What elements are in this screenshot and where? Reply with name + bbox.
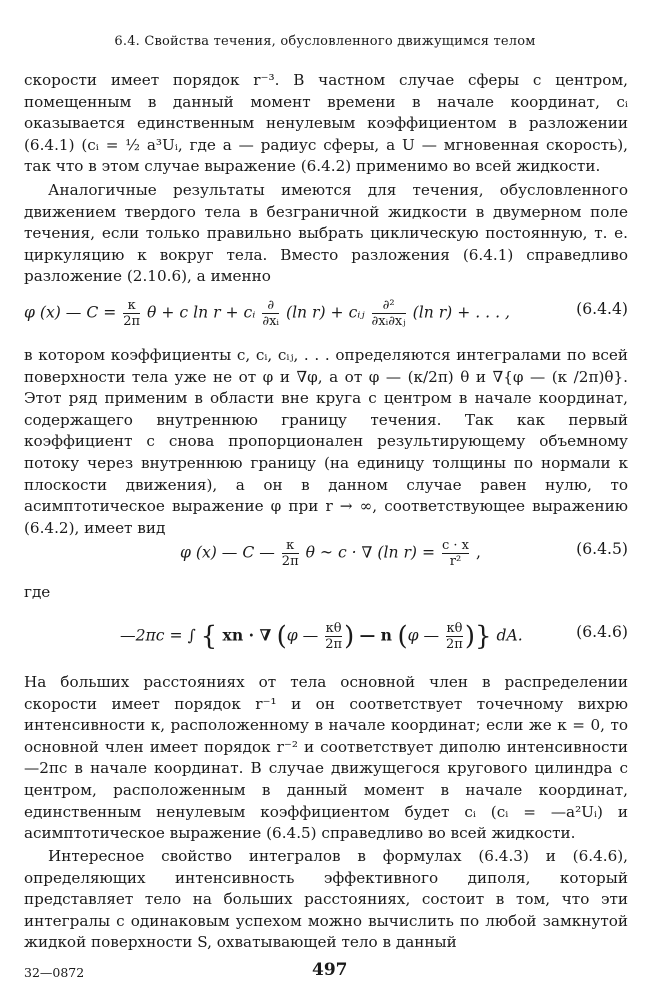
printer-signature: 32—0872: [24, 965, 85, 980]
frac-denominator: 2π: [325, 637, 343, 652]
frac-denominator: 2π: [281, 554, 299, 569]
eq-term-2: — n: [354, 625, 398, 645]
fraction-partial: [262, 298, 279, 329]
fraction-cx-r2: [442, 538, 469, 569]
eq-end: ,: [471, 543, 481, 562]
fraction-kappa-2pi: [282, 538, 299, 569]
frac-denominator: ∂xᵢ∂xⱼ: [371, 314, 406, 329]
eq-term-1: θ + c ln r + cᵢ: [142, 303, 261, 322]
frac-denominator: r²: [442, 553, 469, 569]
fraction-partial-2: [372, 298, 406, 329]
frac-denominator: 2π: [123, 314, 141, 329]
paragraph-4: На больших расстояниях от тела основной член в распределении скорости имеет порядок r⁻¹ и он соответствует точечному вихрю интенсивности κ, расположенному в начале координат; если же κ = 0, то основной член имеет порядок r⁻² и соответствует диполю интенсивности —2πc в начале координат. В случае движущегося кругового цилиндра с центром, расположенным в данный момент в начале координат, единственным ненулевым коэффициентом будет cᵢ (cᵢ = —a²Uᵢ) и асимптотическое выражение (6.4.5) справедливо во всей жидкости.: [24, 673, 628, 843]
frac-numerator: c · x: [442, 538, 470, 553]
paren-open: (: [276, 621, 287, 652]
paragraph-2: Аналогичные результаты имеются для течения, обусловленного движением твердого тела в безграничной жидкости в двумерном поле течения, если только правильно выбрать циклическую постоянную, т. е. циркуляцию κ вокруг тела. Вместо разложения (6.4.1) справедливо разложение (2.10.6), а именно: [24, 181, 628, 286]
fraction-kappa-theta-2: [446, 621, 463, 652]
paragraph-1: скорости имеет порядок r⁻³. В частном случае сферы с центром, помещенным в данный момент времени в начале координат, cᵢ оказывается единственным ненулевым коэффициентом в разложении (6.4.1) (cᵢ = ½ a³Uᵢ, где a — радиус сферы, а U — мгновенная скорость), так что в этом случае выражение (6.4.2) применимо во всей жидкости.: [24, 71, 628, 176]
eq-lhs: φ (x) — C =: [24, 303, 122, 322]
equation-6-4-6: [120, 613, 628, 653]
equation-6-4-5: [180, 530, 628, 570]
frac-numerator: ∂²: [382, 298, 395, 313]
frac-numerator: κ: [127, 298, 136, 313]
running-header: 6.4. Свойства течения, обусловленного движущимся телом: [114, 34, 536, 49]
eq-middle: θ ~ c · ∇ (ln r) =: [300, 543, 440, 562]
equation-6-4-4: [24, 290, 628, 330]
paragraph-3: в котором коэффициенты c, cᵢ, cᵢⱼ, . . . определяются интегралами по всей поверхности тела уже не от φ и ∇φ, а от φ — (κ/2π) θ и ∇{φ — (κ /2π)θ}. Этот ряд применим в области вне круга с центром в начале координат, содержащего внутреннюю границу течения. Так как первый коэффициент c снова пропорционален результирующему объемному потоку через внутреннюю границу (на единицу толщины по нормали к плоскости движения), а он в данном случае равен нулю, то асимптотическое выражение φ при r → ∞, соответствующее выражению (6.4.2), имеет вид: [24, 346, 628, 537]
paren-close-2: ): [464, 621, 476, 652]
eq-lhs: φ (x) — C —: [180, 543, 280, 562]
frac-denominator: ∂xᵢ: [262, 314, 280, 329]
equation-number: (6.4.4): [576, 300, 628, 318]
equation-body: [120, 621, 523, 652]
paren-close: ): [344, 621, 355, 652]
fraction-kappa-2pi: [123, 298, 140, 329]
page-number: 497: [312, 960, 348, 980]
frac-denominator: 2π: [446, 637, 463, 652]
fraction-kappa-theta: [325, 621, 342, 652]
brace-open: {: [200, 621, 218, 652]
frac-numerator: ∂: [267, 298, 275, 313]
equation-body: [24, 298, 510, 329]
eq-phi-2: φ —: [407, 626, 445, 645]
equation-body: [180, 538, 481, 569]
frac-numerator: κθ: [325, 621, 342, 636]
eq-lhs: —2πc = ∫: [120, 626, 201, 645]
eq-phi: φ —: [286, 626, 324, 645]
eq-term-2: (ln r) + cᵢⱼ: [281, 303, 370, 322]
frac-numerator: κθ: [446, 621, 463, 636]
eq-dA: dA.: [491, 626, 523, 645]
brace-close: }: [475, 621, 492, 652]
word-where: где: [24, 583, 51, 601]
paragraph-5: Интересное свойство интегралов в формулах (6.4.3) и (6.4.6), определяющих интенсивность эффективного диполя, который представляет тело на больших расстояниях, состоит в том, что эти интегралы с одинаковым успехом можно вычислить по любой замкнутой жидкой поверхности S, охватывающей тело в данный: [24, 847, 628, 952]
eq-term-1: xn · ∇: [217, 625, 277, 645]
equation-number: (6.4.6): [576, 623, 628, 641]
paren-open-2: (: [397, 621, 408, 652]
frac-numerator: κ: [286, 538, 295, 553]
equation-number: (6.4.5): [576, 540, 628, 558]
eq-term-3: (ln r) + . . . ,: [407, 303, 510, 322]
